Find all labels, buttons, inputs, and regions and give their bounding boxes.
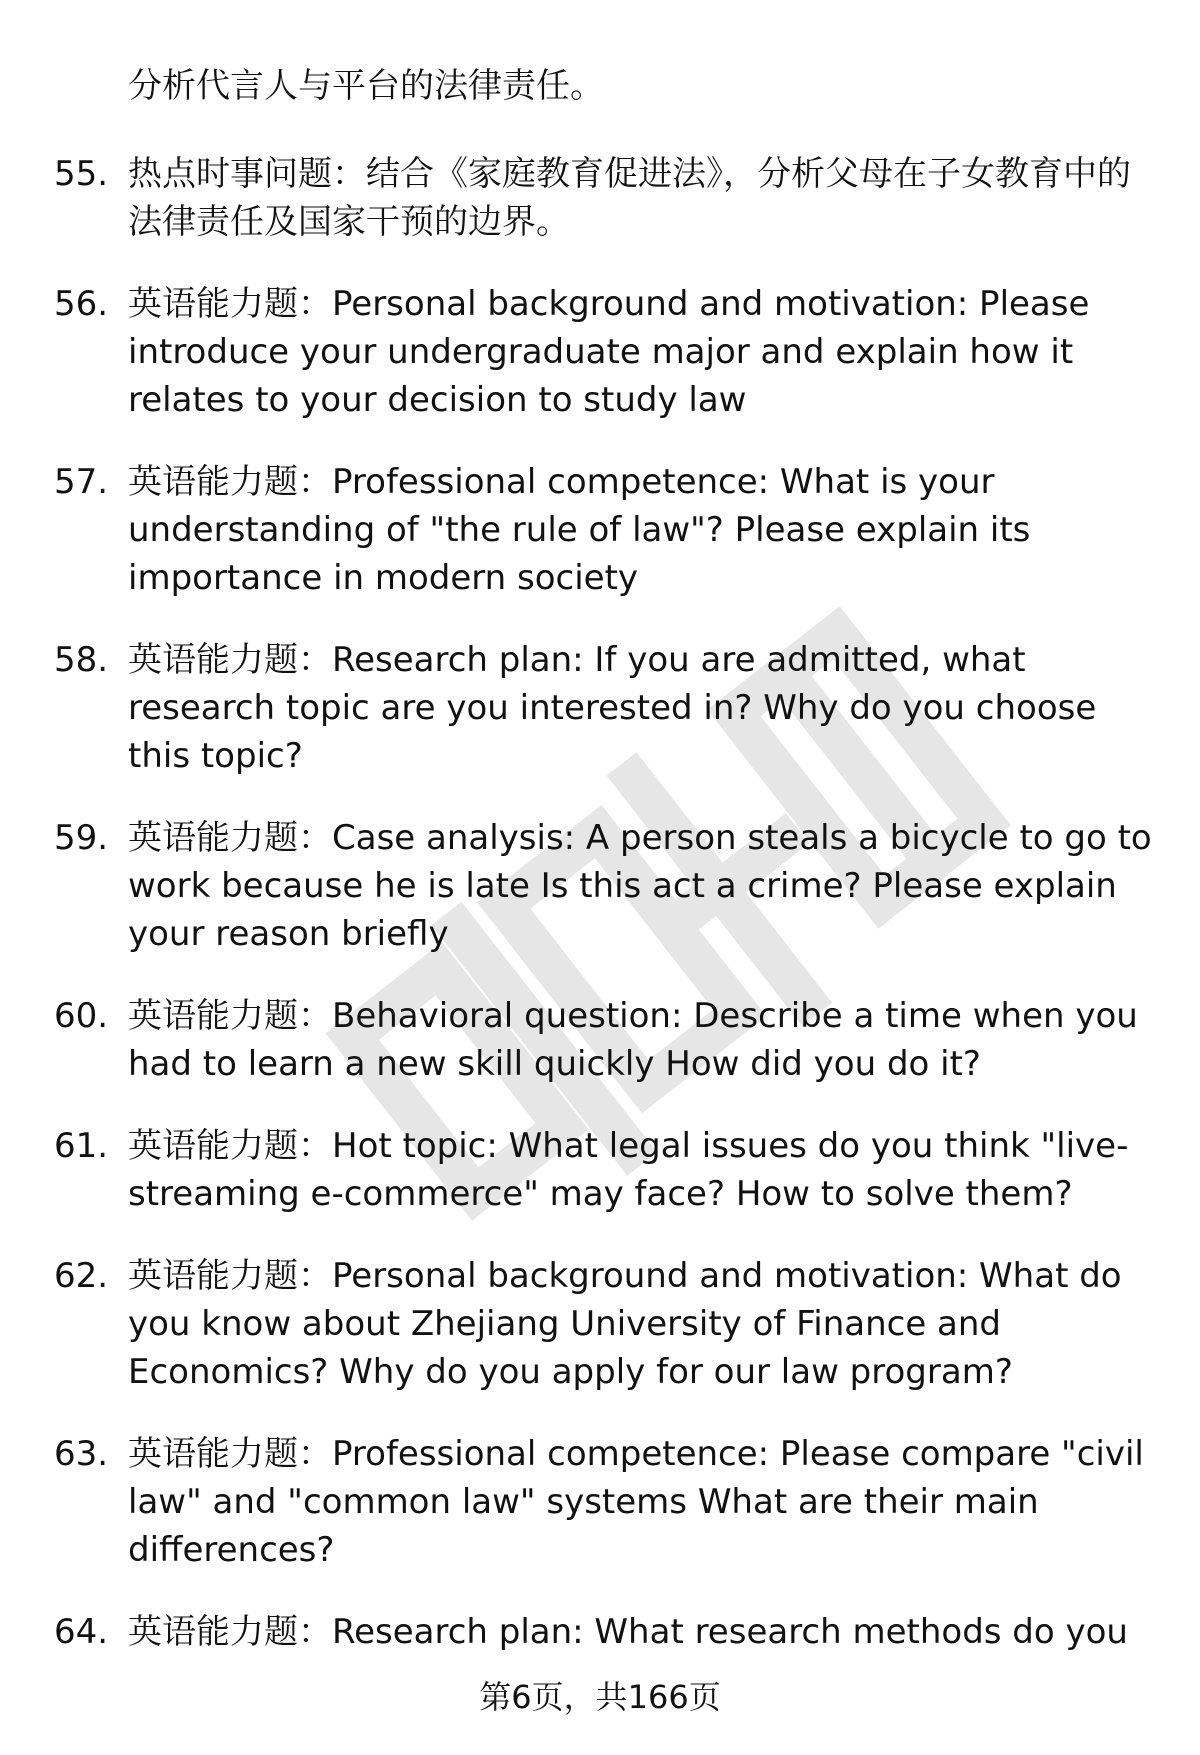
list-item-number: 61.: [54, 1126, 109, 1166]
list-item: [0, 1252, 1200, 1396]
list-item: [0, 814, 1200, 958]
list-item: [0, 458, 1200, 602]
list-item-text: 英语能力题：Personal background and motivation: Please introduce your undergraduate major and explain how it relates to your decision to study law: [128, 284, 1090, 420]
list-item: [0, 636, 1200, 780]
list-item-text: 英语能力题：Professional competence: What is your understanding of "the rule of law"? Please explain its importance in modern society: [128, 462, 1031, 598]
list-item-number: 57.: [54, 462, 109, 502]
list-item: [0, 992, 1200, 1088]
list-item: [0, 150, 1200, 246]
list-item: [0, 280, 1200, 424]
list-item-number: 56.: [54, 284, 109, 324]
list-item-text: 英语能力题：Case analysis: A person steals a bicycle to go to work because he is late Is this act a crime? Please explain your reason briefly: [128, 818, 1152, 954]
list-item-number: 60.: [54, 996, 109, 1036]
list-item-text: 英语能力题：Research plan: If you are admitted, what research topic are you interested in? Why do you choose this topic?: [128, 640, 1097, 776]
list-item-text: 英语能力题：Research plan: What research methods do you: [128, 1612, 1128, 1652]
list-item-text: 分析代言人与平台的法律责任。: [128, 66, 604, 106]
list-item-number: 58.: [54, 640, 109, 680]
list-item-text: 热点时事问题：结合《家庭教育促进法》，分析父母在子女教育中的法律责任及国家干预的边界。: [128, 154, 1131, 242]
list-item-number: 59.: [54, 818, 109, 858]
list-item-text: 英语能力题：Hot topic: What legal issues do you think "live-streaming e-commerce" may face? How to solve them?: [128, 1126, 1129, 1214]
question-list: [0, 62, 1200, 1690]
list-item-number: 55.: [54, 154, 109, 194]
page-number-footer: 第6页，共166页: [479, 1678, 721, 1716]
list-item-text: 英语能力题：Personal background and motivation: What do you know about Zhejiang University of Finance and Economics? Why do you apply for our law program?: [128, 1256, 1122, 1392]
list-item: [0, 1430, 1200, 1574]
list-item-number: 63.: [54, 1434, 109, 1474]
list-item-number: 64.: [54, 1612, 109, 1652]
list-item-text: 英语能力题：Behavioral question: Describe a time when you had to learn a new skill quickly How did you do it?: [128, 996, 1138, 1084]
list-item: [0, 1608, 1200, 1656]
list-item-continuation: [0, 62, 1200, 110]
list-item-text: 英语能力题：Professional competence: Please compare "civil law" and "common law" systems What are their main differences?: [128, 1434, 1144, 1570]
list-item-number: 62.: [54, 1256, 109, 1296]
list-item: [0, 1122, 1200, 1218]
